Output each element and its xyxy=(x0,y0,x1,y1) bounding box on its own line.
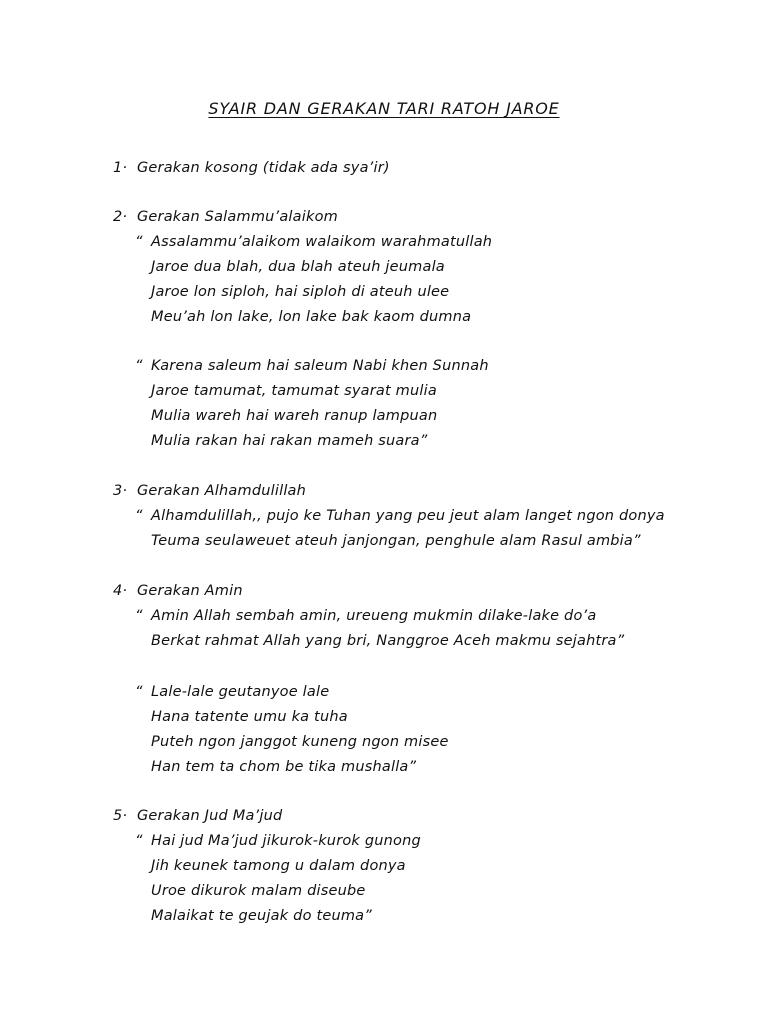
verse-line: Berkat rahmat Allah yang bri, Nanggroe Aceh makmu sejahtra” xyxy=(151,633,625,649)
section-2-heading xyxy=(113,208,338,226)
section-5-heading xyxy=(113,807,282,825)
section-title: Gerakan Jud Ma’jud xyxy=(137,808,283,824)
section-title: Gerakan Amin xyxy=(137,583,243,599)
open-quote: “ xyxy=(135,508,143,524)
section-number: 4· xyxy=(113,583,128,599)
verse-line xyxy=(135,233,492,251)
section-title: Gerakan Salammu’alaikom xyxy=(137,209,338,225)
section-number: 1· xyxy=(113,160,128,176)
verse-line xyxy=(135,832,421,850)
verse-line: Malaikat te geujak do teuma” xyxy=(151,908,372,924)
verse-line: Hana tatente umu ka tuha xyxy=(151,709,348,725)
verse-line: Jaroe tamumat, tamumat syarat mulia xyxy=(151,383,437,399)
verse-text: Amin Allah sembah amin, ureueng mukmin dilake-lake do’a xyxy=(151,608,597,624)
verse-text: Hai jud Ma’jud jikurok-kurok gunong xyxy=(151,833,421,849)
section-number: 2· xyxy=(113,209,128,225)
verse-line: Jaroe lon siploh, hai siploh di ateuh ulee xyxy=(151,284,450,300)
verse-line: Uroe dikurok malam diseube xyxy=(151,883,366,899)
open-quote: “ xyxy=(135,833,143,849)
verse-line xyxy=(135,683,329,701)
section-4-heading xyxy=(113,582,243,600)
open-quote: “ xyxy=(135,684,143,700)
section-title: Gerakan Alhamdulillah xyxy=(137,483,307,499)
verse-line xyxy=(135,507,665,525)
open-quote: “ xyxy=(135,234,143,250)
verse-line: Teuma seulaweuet ateuh janjongan, penghule alam Rasul ambia” xyxy=(151,533,641,549)
verse-line: Mulia rakan hai rakan mameh suara” xyxy=(151,433,428,449)
verse-line: Meu’ah lon lake, lon lake bak kaom dumna xyxy=(151,309,472,325)
section-1-heading xyxy=(113,159,390,177)
open-quote: “ xyxy=(135,358,143,374)
open-quote: “ xyxy=(135,608,143,624)
verse-text: Alhamdulillah,, pujo ke Tuhan yang peu jeut alam langet ngon donya xyxy=(151,508,665,524)
verse-line: Jaroe dua blah, dua blah ateuh jeumala xyxy=(151,259,445,275)
verse-line: Mulia wareh hai wareh ranup lampuan xyxy=(151,408,438,424)
section-number: 3· xyxy=(113,483,128,499)
section-title: Gerakan kosong (tidak ada sya’ir) xyxy=(137,160,390,176)
verse-line xyxy=(135,357,489,375)
verse-text: Karena saleum hai saleum Nabi khen Sunnah xyxy=(151,358,489,374)
verse-line xyxy=(135,607,596,625)
verse-text: Lale-lale geutanyoe lale xyxy=(151,684,330,700)
verse-line: Han tem ta chom be tika mushalla” xyxy=(151,759,417,775)
section-3-heading xyxy=(113,482,306,500)
document-title: SYAIR DAN GERAKAN TARI RATOH JAROE xyxy=(208,99,560,118)
verse-text: Assalammu’alaikom walaikom warahmatullah xyxy=(151,234,493,250)
verse-line: Jih keunek tamong u dalam donya xyxy=(151,858,406,874)
section-number: 5· xyxy=(113,808,128,824)
verse-line: Puteh ngon janggot kuneng ngon misee xyxy=(151,734,449,750)
